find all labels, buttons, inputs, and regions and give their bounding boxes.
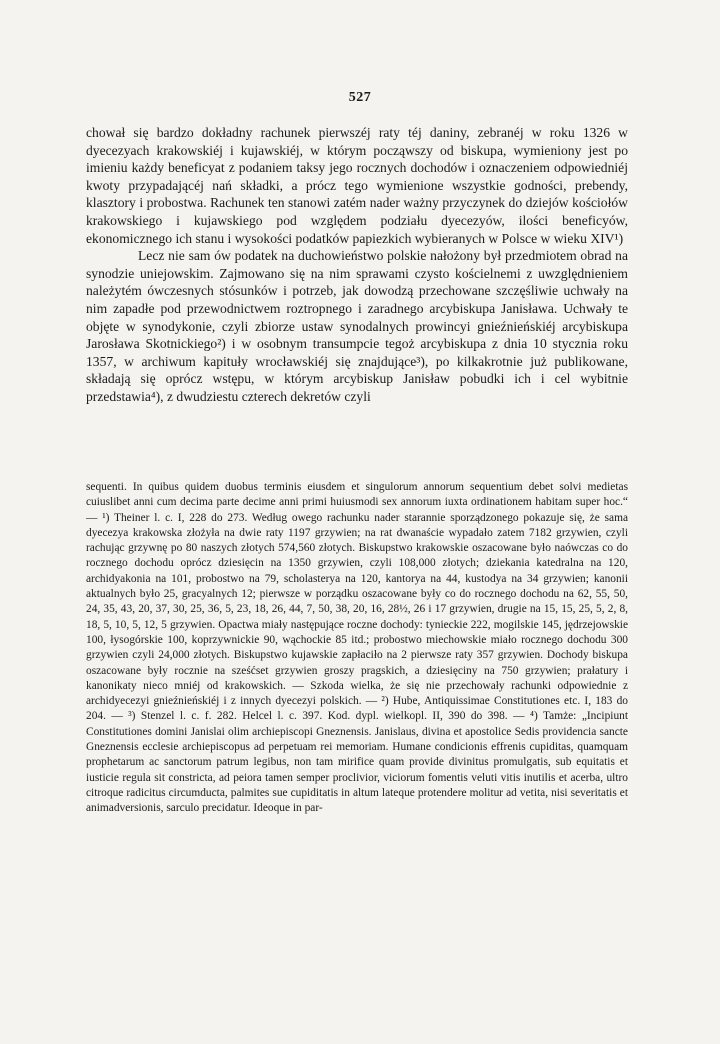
page-number: 527: [348, 90, 372, 105]
footnotes-text: sequenti. In quibus quidem duobus terminis eiusdem et singulorum annorum sequentium debet solvi medietas cuiuslibet anni cum decima parte decime anni primi huiusmodi sex annorum iuxta ordinationem habitam super hoc.“ — ¹) Theiner l. c. I, 228 do 273. Według owego rachunku nader starannie sporządzonego pokazuje się, że sama dyecezya krakowska złożyła na dwie raty 1197 grzywien; na rat dwanaście wypadało zatem 7182 grzywien, czyli rachując grzywnę po 80 naszych złotych 574,560 złotych. Biskupstwo krakowskie oszacowane było naówczas co do rocznego dochodu oprócz dziesięcin na 1350 grzywien, czyli 108,000 złotych; dziekania katedralna na 120, archidyakonia na 101, probostwo na 79, scholasterya na 120, kantorya na 44, kustodya na 34 grzywien; kanonii aktualnych było 25, gracyalnych 12; pierwsze w porządku oszacowane były co do rocznego dochodu na 62, 55, 50, 24, 35, 43, 20, 37, 30, 25, 36, 5, 23, 18, 26, 44, 7, 50, 38, 20, 16, 28½, 26 i 17 grzywien, drugie na 15, 15, 25, 5, 2, 8, 18, 5, 10, 5, 12, 5 grzywien. Opactwa miały następujące roczne dochody: tynieckie 222, mogilskie 145, jędrzejowskie 100, łysogórskie 100, koprzywnickie 90, wąchockie 85 itd.; probostwo miechowskie miało rocznego dochodu 300 grzywien czyli 24,000 złotych. Biskupstwo kujawskie zapłaciło na 2 pierwsze raty 357 grzywien. Dochody biskupa oszacowane były rocznie na sześćset grzywien groszy pragskich, a dziesięciny na 750 grzywien; prałatury i kanonikaty nieco mniéj od krakowskich. — Szkoda wielka, że się nie przechowały rachunki odpowiednie z archidyecezyi gnieźnieńskiéj i z innych dyecezyi polskich. — ²) Hube, Antiquissimae Constitutiones etc. I, 183 do 204. — ³) Stenzel l. c. f. 282. Helcel l. c. 397. Kod. dypl. wielkopl. II, 390 do 398. — ⁴) Tamże: „Incipiunt Constitutiones domini Janislai olim archiepiscopi Gneznensis. Janislaus, divina et apostolice Sedis providencia sancte Gneznensis ecclesie archiepiscopus ad perpetuam rei memoriam. Humane condicionis effrenis cupiditas, quamquam prophetarum ac sanctorum patrum legibus, non tam mirifice quam provide divinitus promulgatis, sub equitatis et iusticie regula sit constricta, ad peiora tamen semper proclivior, viciorum fomentis veluti vitis inutilis et acerba, ultro citroque radicitus circumducta, palmites sue cupiditatis in altum lateque protendere molitur ad vetita, nisi severitatis et animadversionis, sarculo precidatur. Ideoque in par-: [86, 481, 628, 815]
paragraph-1: chował się bardzo dokładny rachunek pierwszéj raty téj daniny, zebranéj w roku 1326 w dyecezyach krakowskiéj i kujawskiéj, w którym począwszy od biskupa, wymieniony jest po imieniu każdy beneficyat z podaniem taksy jego rocznych dochodów i oznaczeniem odpowiedniéj kwoty przypadającéj nań składki, a prócz tego wymienione wszystkie godności, prebendy, klasztory i probostwa. Rachunek ten stanowi zatém nader ważny przyczynek do dziejów kościołów krakowskiego i kujawskiego pod względem podziału dyecezyów, ilości beneficyów, ekonomicznego ich stanu i wysokości podatków papiezkich wybieranych w Polsce w wieku XIV¹): [86, 125, 628, 246]
footnotes: [86, 480, 628, 817]
main-text: [86, 124, 628, 406]
paragraph-2: Lecz nie sam ów podatek na duchowieństwo polskie nałożony był przedmiotem obrad na synodzie uniejowskim. Zajmowano się na nim sprawami czysto kościelnemi z uwzględnieniem należytém ówczesnych stósunków i potrzeb, jak dowodzą przechowane szczęśliwie uchwały na nim zapadłe pod przewodnictwem roztropnego i zaradnego arcybiskupa Janisława. Uchwały te objęte w synodykonie, czyli zbiorze ustaw synodalnych prowincyi gnieźnieńskiéj arcybiskupa Jarosława Skotnickiego²) i w osobnym transumpcie tegoż arcybiskupa z dnia 10 stycznia roku 1357, w archiwum kapituły wrocławskiéj się znajdujące³), po kilkakrotnie już publikowane, składają się oprócz wstępu, w którym arcybiskup Janisław pobudki ich i cel wybitnie przedstawia⁴), z dwudziestu czterech dekretów czyli: [86, 248, 628, 404]
